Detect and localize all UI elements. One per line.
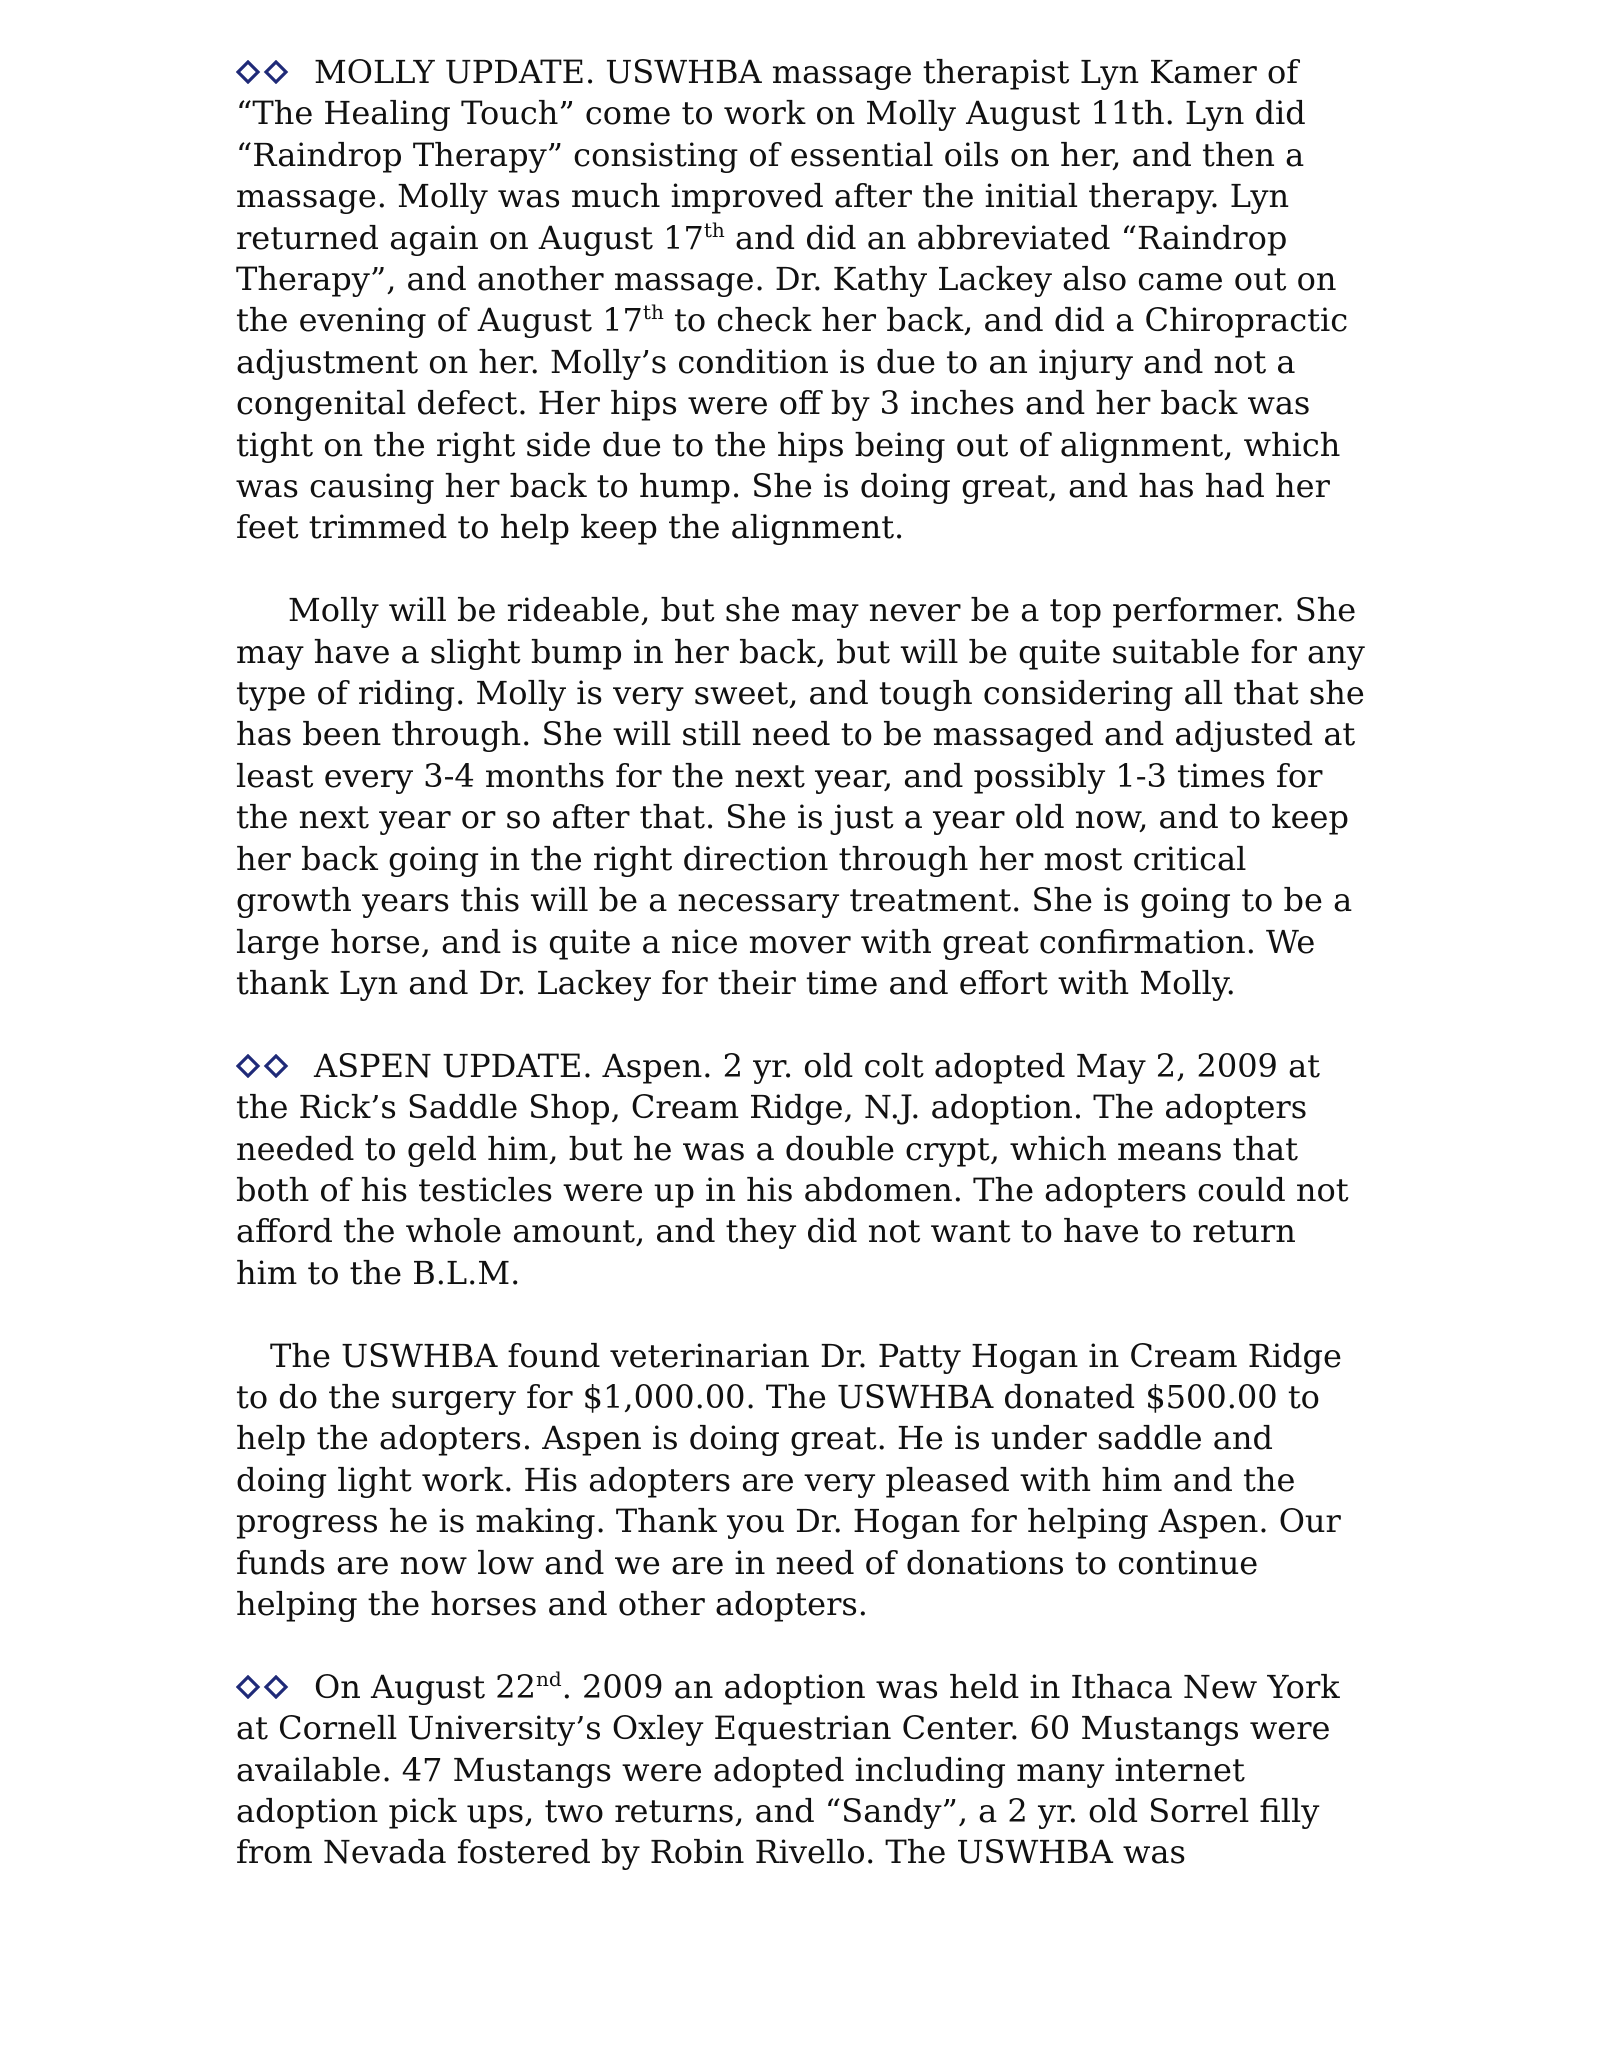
molly-text-c: to check her back, and did a Chiropractic adjustment on her. Molly’s condition is due to an injury and not a congenital defect. Her hips were off by 3 inches and her back was tight on the right side due to the hips being out of alignment, which was causing her back to hump. She is doing great, and has had her feet trimmed to help keep the alignment. [236,301,1349,547]
aspen-text: ASPEN UPDATE. Aspen. 2 yr. old colt adopted May 2, 2009 at the Rick’s Saddle Shop, Cream Ridge, N.J. adoption. The adopters needed to geld him, but he was a double crypt, which means that both of his testicles were up in his abdomen. The adopters could not afford the whole amount, and they did not want to have to return him to the B.L.M. [236,1046,1349,1292]
molly-text-a: MOLLY UPDATE. USWHBA massage therapist Lyn Kamer of “The Healing Touch” come to work on Molly August 11th. Lyn did “Raindrop Therapy” consisting of essential oils on her, and then a massage. Molly was much improved after the initial therapy. Lyn returned again on August 17 [236,53,1306,257]
molly-text-b: and did an abbreviated “Raindrop Therapy”, and another massage. Dr. Kathy Lackey also came out on the evening of August 17 [236,218,1337,340]
double-diamond-icon [236,52,292,93]
superscript: th [703,217,725,242]
document-page [236,52,1366,1915]
superscript: nd [536,1666,562,1691]
molly-rideable-paragraph: Molly will be rideable, but she may never be a top performer. She may have a slight bump in her back, but will be quite suitable for any type of riding. Molly is very sweet, and tough considering all that she has been through. She will still need to be massaged and adjusted at least every 3-4 months for the next year, and possibly 1-3 times for the next year or so after that. She is just a year old now, and to keep her back going in the right direction through her most critical growth years this will be a necessary treatment. She is going to be a large horse, and is quite a nice mover with great confirmation. We thank Lyn and Dr. Lackey for their time and effort with Molly. [236,591,1365,1002]
aspen-surgery-paragraph: The USWHBA found veterinarian Dr. Patty Hogan in Cream Ridge to do the surgery for $1,000.00. The USWHBA donated $500.00 to help the adopters. Aspen is doing great. He is under saddle and doing light work. His adopters are very pleased with him and the progress he is making. Thank you Dr. Hogan for helping Aspen. Our funds are now low and we are in need of donations to continue helping the horses and other adopters. [236,1336,1342,1623]
ithaca-text-b: . 2009 an adoption was held in Ithaca New York at Cornell University’s Oxley Equestrian Center. 60 Mustangs were available. 47 Mustangs were adopted including many internet adoption pick ups, two returns, and “Sandy”, a 2 yr. old Sorrel filly from Nevada fostered by Robin Rivello. The USWHBA was [236,1667,1340,1872]
superscript: th [642,300,664,325]
ithaca-adoption-paragraph [236,1667,1366,1874]
molly-update-paragraph [236,52,1366,549]
ithaca-text-a: On August 22 [314,1667,536,1706]
double-diamond-icon [236,1667,292,1708]
aspen-update-paragraph [236,1046,1366,1294]
double-diamond-icon [236,1046,292,1087]
